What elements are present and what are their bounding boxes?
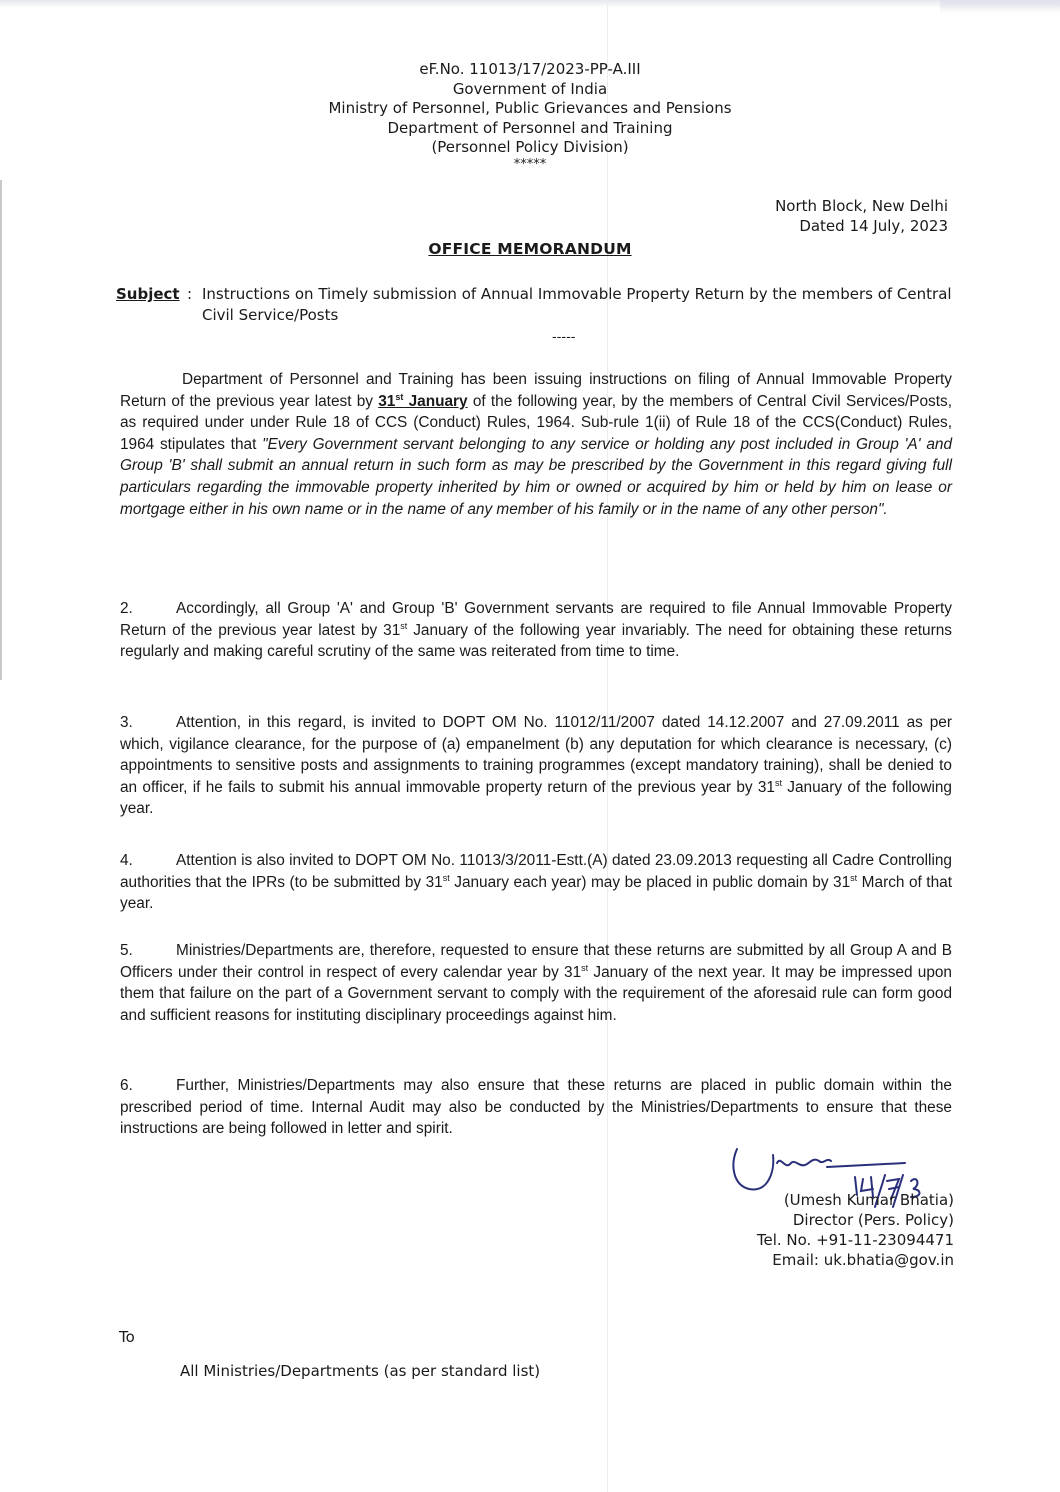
paragraph-5: 5. Ministries/Departments are, therefore, requested to ensure that these returns are submitted by all Group A and B Officers under their control in respect of every calendar year by 31st January of the next year. It may be impressed upon them that failure on the part of a Government servant to comply with the requirement of the aforesaid rule can form good and sufficient reasons for instituting disciplinary proceedings against him. [120,942,952,1024]
scan-shadow-top [0,0,1060,8]
signatory-email: Email: uk.bhatia@gov.in [772,1251,954,1269]
signatory-designation: Director (Pers. Policy) [792,1211,954,1229]
subject-text: Instructions on Timely submission of Annual Immovable Property Return by the members of Central Civil Service/Posts [202,285,952,324]
paragraph-3: 3. Attention, in this regard, is invited to DOPT OM No. 11012/11/2007 dated 14.12.2007 and 27.09.2011 as per which, vigilance clearance, for the purpose of (a) empanelment (b) any deputation for which clearance is necessary, (c) appointments to sensitive posts and assignments to training programmes (except mandatory training), shall be denied to an officer, if he fails to submit his annual immovable property return of the previous year by 31st January of the following year. [120,714,952,818]
p1-text-a: Department of Personnel and Training has been issuing instructions on filing of Annual Immovable Property Return of the previous year latest by [120,371,952,410]
p3-text-b: January of the following year. [120,778,952,818]
p4-text-c: March of that year. [120,873,952,913]
p6-number: 6. [120,1077,133,1094]
stars-separator: ***** [513,156,547,172]
p1-rule-quote: "Every Government servant belonging to any service or holding any post included in Group 'A' and Group 'B' shall submit an annual return in such form as may be prescribed by the Government in this regard giving full particulars regarding the immovable property inherited by him or owned or acquired by him or held by him on lease or mortgage either in his own name or in the name of any member of his family or in the name of any other person". [120,435,953,518]
to-label: To [119,1328,135,1346]
paragraph-4: 4. Attention is also invited to DOPT OM No. 11013/3/2011-Estt.(A) dated 23.09.2013 requesting all Cadre Controlling authorities that the IPRs (to be submitted by 31st January each year) may be placed in public domain by 31st March of that year. [120,852,952,913]
p4-text-a: Attention is also invited to DOPT OM No. 11013/3/2011-Estt.(A) dated 23.09.2013 requesting all Cadre Controlling authorities that the IPRs (to be submitted by 31 [120,852,952,891]
ministry-line: Ministry of Personnel, Public Grievances and Pensions [328,99,732,117]
signatory-name: (Umesh Kumar Bhatia) [783,1191,954,1209]
p5-text-a: Ministries/Departments are, therefore, requested to ensure that these returns are submitted by all Group A and B Officers under their control in respect of every calendar year by 31 [120,942,952,981]
government-line: Government of India [452,79,608,98]
p2-number: 2. [120,600,133,617]
place-and-date [775,196,948,236]
document-title: OFFICE MEMORANDUM [428,240,632,258]
signatory-block [757,1190,954,1270]
paragraph-6 [120,1075,952,1140]
p3-number: 3. [120,714,133,731]
p1-text-b: of the following year, by the members of Central Civil Services/Posts, as required under under Rule 18 of CCS (Conduct) Rules, 1964. Sub-rule 1(ii) of Rule 18 of the CCS(Conduct) Rules, 1964 stipulates that [120,392,952,453]
file-number: eF.No. 11013/17/2023-PP-A.III [419,60,641,78]
scan-shadow-corner [940,0,1060,14]
location: North Block, New Delhi [775,197,948,215]
department-line: Department of Personnel and Training [387,118,673,137]
p3-text-a: Attention, in this regard, is invited to DOPT OM No. 11012/11/2007 dated 14.12.2007 and 27.09.2011 as per which, vigilance clearance, for the purpose of (a) empanelment (b) any deputation for which clearance is necessary, (c) appointments to sensitive posts and assignments to training programmes (except mandatory training), shall be denied to an officer, if he fails to submit his annual immovable property return of the previous year by 31 [120,714,952,796]
p6-text: Further, Ministries/Departments may also ensure that these returns are placed in public domain within the prescribed period of time. Internal Audit may also be conducted by the Ministries/Departments to ensure that these instructions are being followed in letter and spirit. [120,1077,952,1138]
paragraph-2: 2. Accordingly, all Group 'A' and Group 'B' Government servants are required to file Annual Immovable Property Return of the previous year latest by 31st January of the following year invariably. The need for obtaining these returns regularly and making careful scrutiny of the same was reiterated from time to time. [120,600,952,661]
letterhead [0,60,1060,172]
date: Dated 14 July, 2023 [799,217,948,235]
p1-deadline: 31st January [378,391,468,410]
subject-label: Subject [116,285,180,303]
recipients: All Ministries/Departments (as per standard list) [180,1362,541,1380]
p5-text-b: January of the next year. It may be impressed upon them that failure on the part of a Government servant to comply with the requirement of the aforesaid rule can form good and sufficient reasons for instituting disciplinary proceedings against him. [120,963,952,1024]
subject-block [116,284,956,326]
p2-text-b: January of the following year invariably. The need for obtaining these returns regularly and making careful scrutiny of the same was reiterated from time to time. [120,621,952,661]
subject-separator: ----- [552,330,576,345]
paragraph-1 [120,369,952,520]
p5-number: 5. [120,942,133,959]
signatory-phone: Tel. No. +91-11-23094471 [756,1231,954,1249]
p2-text-a: Accordingly, all Group 'A' and Group 'B' Government servants are required to file Annual Immovable Property Return of the previous year latest by 31 [120,600,952,639]
division-line: (Personnel Policy Division) [431,138,629,156]
subject-colon: : [187,285,193,303]
p4-number: 4. [120,852,133,869]
p4-text-b: January each year) may be placed in public domain by 31 [449,873,851,891]
